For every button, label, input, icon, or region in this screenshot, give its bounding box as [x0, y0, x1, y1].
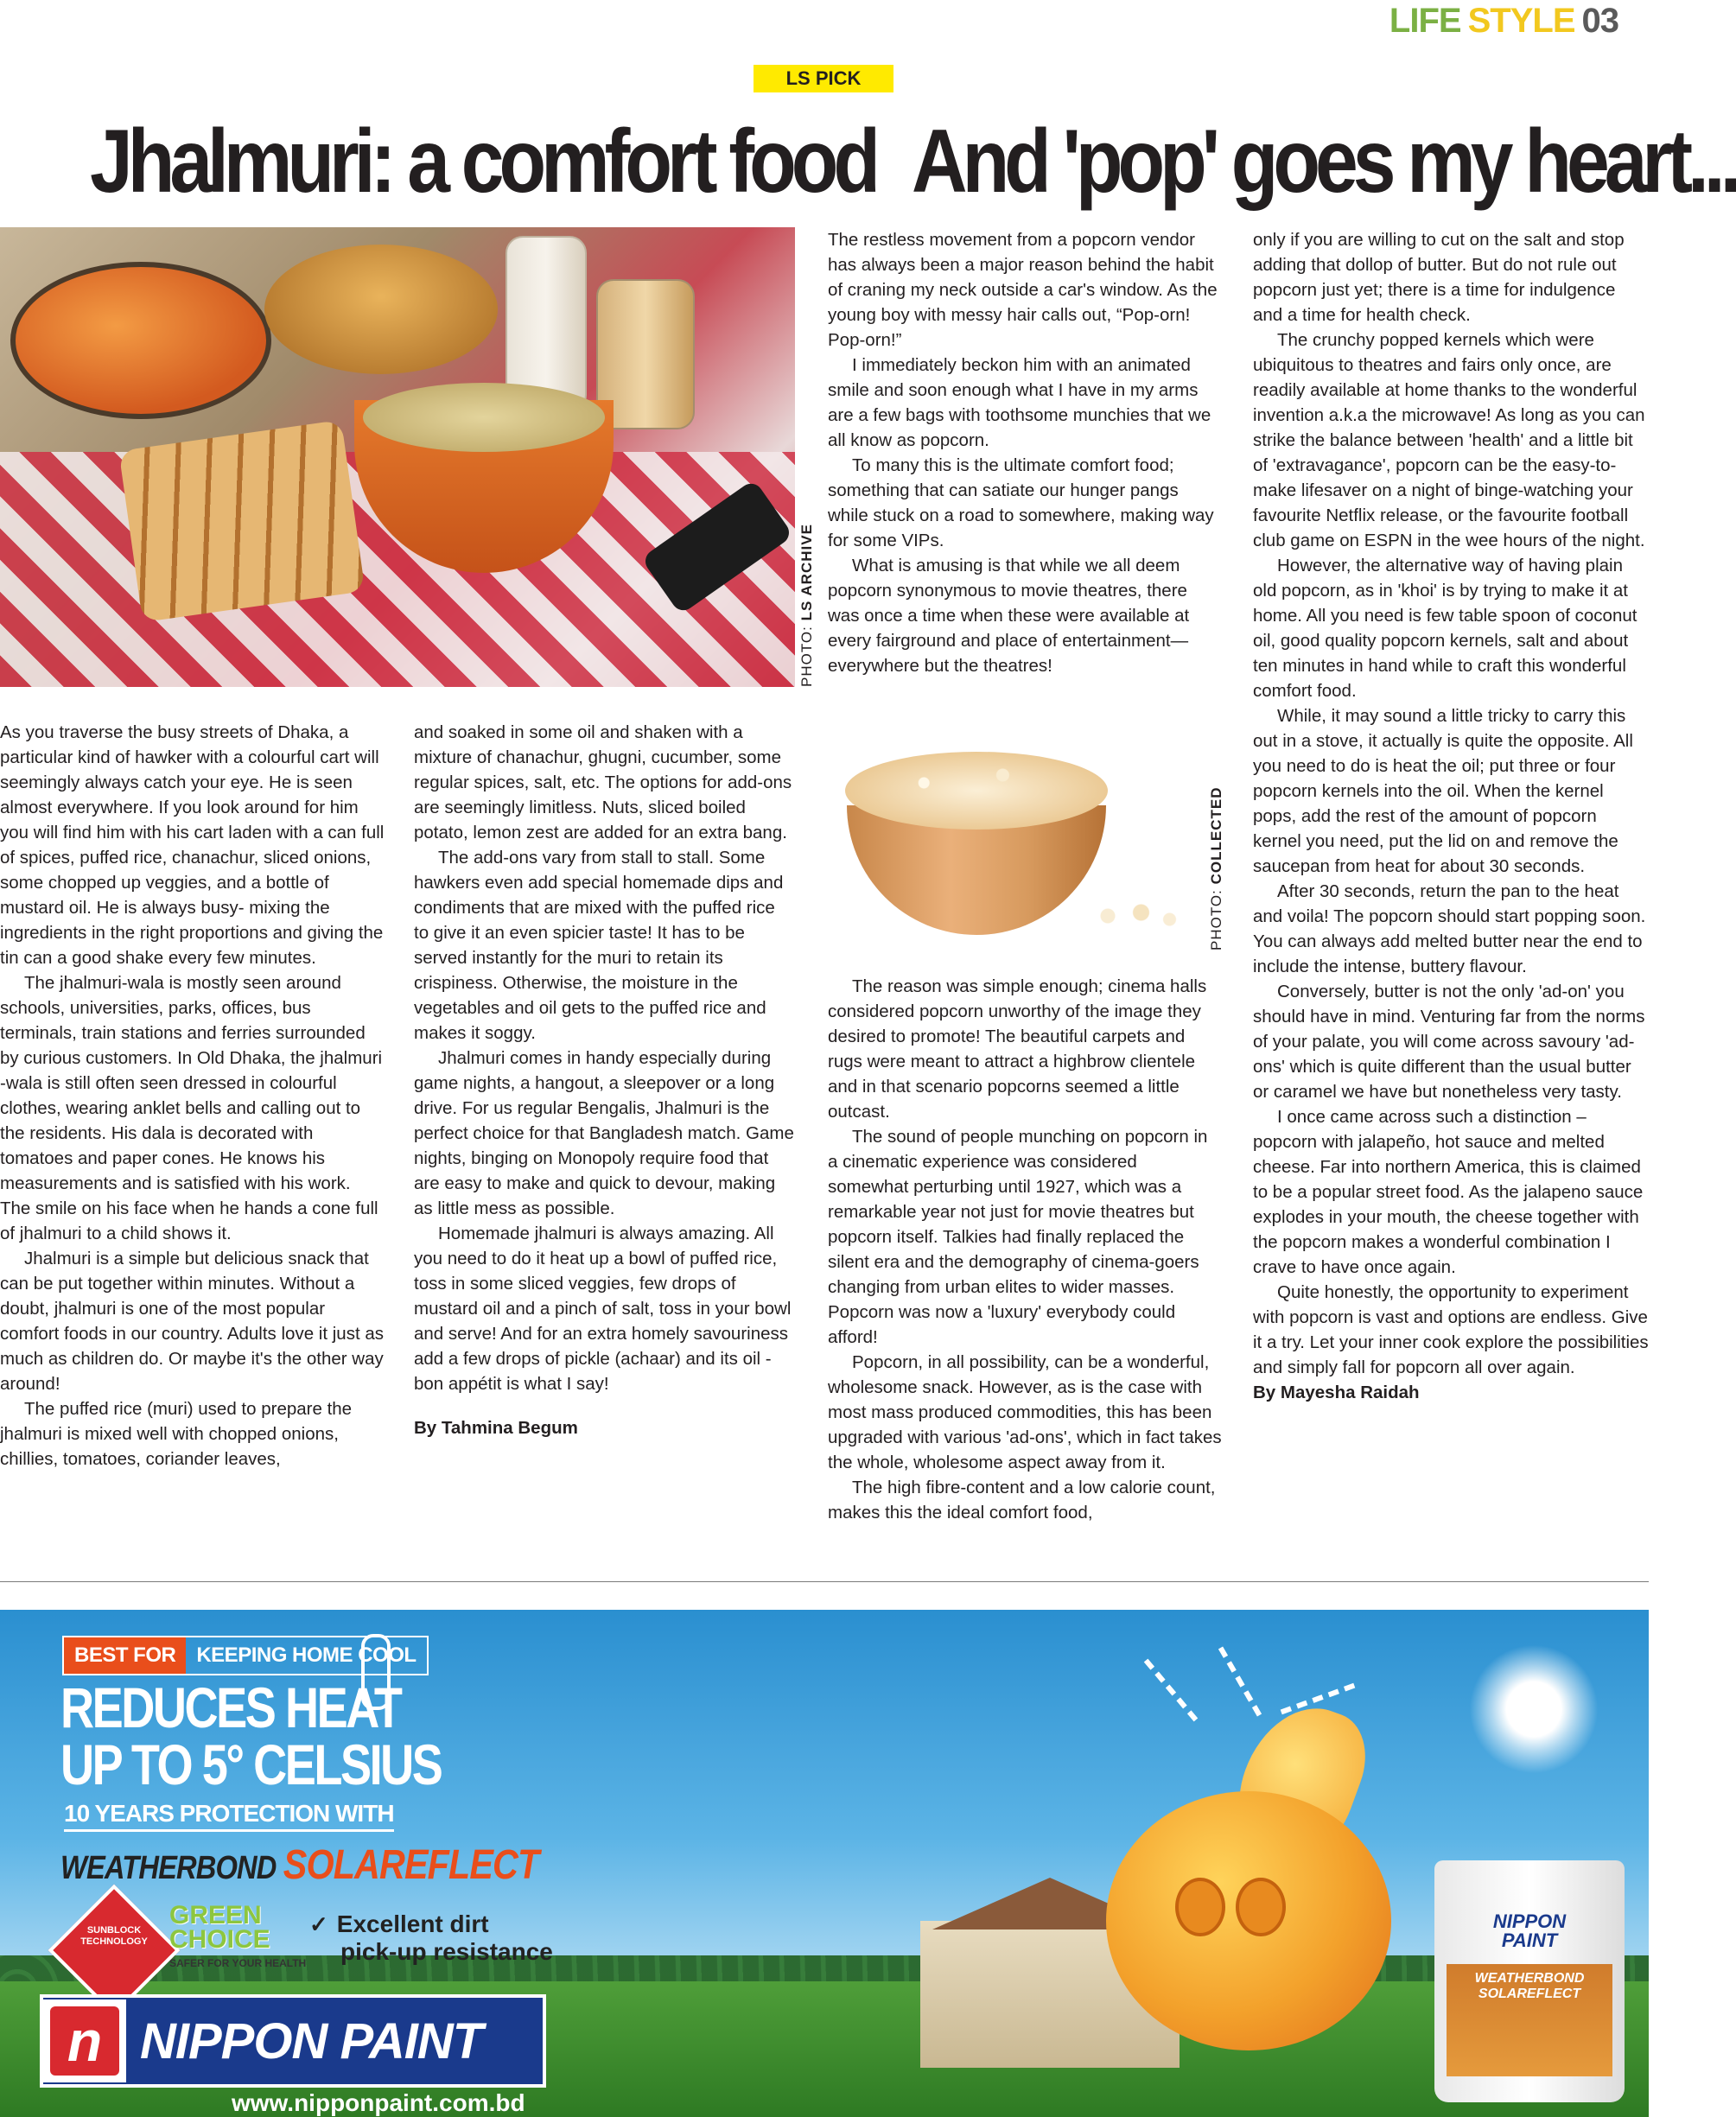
cake-slices — [118, 420, 365, 622]
nippon-paint-ad[interactable] — [0, 1610, 1649, 2117]
ad-url-link[interactable]: www.nipponpaint.com.bd — [232, 2089, 525, 2116]
paragraph: After 30 seconds, return the pan to the heat and voila! The popcorn should start popping soon. You can always add melted butter near the end to include the intense, buttery flavour. — [1253, 881, 1646, 976]
jhalmuri-photo — [0, 227, 795, 687]
bucket-brand-1: NIPPON — [1492, 1910, 1567, 1932]
popcorn-photo — [838, 726, 1184, 950]
nippon-paint-logo[interactable] — [40, 1994, 546, 2088]
paragraph: I immediately beckon him with an animated smile and soon enough what I have in my arms are a few bags with toothsome munchies that we all know as popcorn. — [828, 355, 1211, 450]
paragraph: The crunchy popped kernels which were ubiquitous to theatres and fairs only once, are readily available at home thanks to the wonderful invention a.k.a the microwave! As long as you can strike the balance between 'health' and a little bit of 'extravagance', popcorn can be the easy-to-make lifesaver on a night of binge-watching your favourite Netflix release, or the favourite football club game on ESPN in the wee hours of the night. — [1253, 330, 1645, 550]
photo-credit-2: PHOTO: COLLECTED — [1208, 786, 1224, 950]
paragraph: Jhalmuri comes in handy especially during game nights, a hangout, a sleepover or a long drive. For us regular Bengalis, Jhalmuri is the perfect choice for that Bangladesh match. Game nights, binging on Monopoly require food that are easy to make and quick to devour, making as little mess as possible. — [414, 1048, 794, 1218]
page-folio — [1389, 0, 1618, 41]
paragraph: The restless movement from a popcorn vendor has always been a major reason behind the habit of craning my neck outside a car's window. As the young boy with messy hair calls out, “Pop-orn! Pop-orn!” — [828, 230, 1218, 350]
section-tag: LS PICK — [754, 65, 893, 92]
paragraph: The reason was simple enough; cinema halls considered popcorn unworthy of the image they desired to promote! The beautiful carpets and rugs were meant to attract a highbrow clientele and in that scenario popcorns seemed a little outcast. — [828, 976, 1207, 1122]
paragraph: Homemade jhalmuri is always amazing. All you need to do it heat up a bowl of puffed rice, toss in some sliced veggies, few drops of mustard oil and a pinch of salt, toss in your bowl and serve! And for an extra homely savouriness add a few drops of pickle (achaar) and its oil - bon appétit is what I say! — [414, 1224, 792, 1394]
benefit: ✓ Excellent dirt pick-up resistance — [309, 1910, 553, 1965]
headline-popcorn: And 'pop' goes my heart... — [912, 111, 1736, 212]
paragraph: I once came across such a distinction – popcorn with jalapeño, hot sauce and melted cheese. Far into northern America, this is claimed to be a popular street food. As the jalapeno sauce explodes in your mouth, the cheese together with the popcorn makes a wonderful combination I crave to have once again. — [1253, 1107, 1644, 1277]
byline-tahmina: By Tahmina Begum — [414, 1418, 578, 1438]
puffed-rice — [363, 383, 605, 452]
byline-mayesha: By Mayesha Raidah — [1253, 1383, 1420, 1402]
paragraph: Conversely, butter is not the only 'ad-on' you should have in mind. Venturing far from the norms of your palate, you will come across savoury 'ad-ons' which is quite different than the usual butter or caramel we have but nonetheless very tasty. — [1253, 982, 1645, 1102]
paragraph: What is amusing is that while we all deem popcorn synonymous to movie theatres, there was once a time when these were available at every fairground and place of entertainment—everywhere but the theatres! — [828, 556, 1190, 676]
paragraph: The sound of people munching on popcorn in a cinematic experience was considered somewhat perturbing until 1927, which was a remarkable year not just for movie theatres but popcorn itself. Talkies had finally replaced the silent era and the demography of cinema-goers changing from urban elites to wider masses. Popcorn was now a 'luxury' everybody could afford! — [828, 1127, 1208, 1347]
article2-column-1b — [828, 974, 1222, 1525]
sun-icon — [1469, 1644, 1599, 1774]
ad-headline: REDUCES HEAT UP TO 5° CELSIUS — [60, 1675, 442, 1796]
headline-jhalmuri: Jhalmuri: a comfort food — [90, 111, 875, 212]
mascot-illustration — [1080, 1705, 1409, 2068]
keeping-label: KEEPING HOME COOL — [196, 1643, 417, 1667]
paragraph: While, it may sound a little tricky to carry this out in a stove, it actually is quite the opposite. All you need to do is heat the oil; put three or four popcorn kernels into the oil. When the kernel pops, add the rest of the amount of popcorn kernel you need, put the lid on and remove the saucepan from heat for about 30 seconds. — [1253, 706, 1633, 876]
paragraph: Jhalmuri is a simple but delicious snack that can be put together within minutes. Without a doubt, jhalmuri is one of the most popular comfort foods in our country. Adults love it just as much as children do. Or maybe it's the other way around! — [0, 1249, 384, 1394]
paragraph: The high fibre-content and a low calorie count, makes this the ideal comfort food, — [828, 1478, 1216, 1523]
product-name: WEATHERBOND SOLAREFLECT — [60, 1842, 539, 1888]
divider — [0, 1581, 1649, 1582]
paragraph: and soaked in some oil and shaken with a mixture of chanachur, ghugni, cucumber, some regular spices, salt, etc. The options for add-ons are seemingly limitless. Nuts, sliced boiled potato, lemon zest are added for an extra bang. — [414, 722, 792, 842]
article1-column-2 — [414, 720, 794, 1440]
bucket-label: WEATHERBOND SOLAREFLECT — [1474, 1971, 1585, 2001]
paragraph: The add-ons vary from stall to stall. Some hawkers even add special homemade dips and condiments that are mixed with the puffed rice to give it an even spicier taste! It has to be served instantly for the muri to retain its crispiness. Otherwise, the moisture in the vegetables and oil gets to the puffed rice and makes it soggy. — [414, 848, 784, 1043]
napkin-basket — [10, 262, 271, 419]
samosa-bowl — [264, 245, 498, 374]
page-number: 03 — [1581, 1, 1618, 40]
popcorn-pile — [845, 752, 1108, 830]
check-icon: ✓ — [309, 1911, 328, 1937]
green-choice-logo: GREEN CHOICE — [169, 1901, 270, 1954]
paragraph: However, the alternative way of having plain old popcorn, as in 'khoi' is by trying to make it at home. All you need is few table spoon of coconut oil, good quality popcorn kernels, salt and about ten minutes in hand while to craft this wonderful comfort food. — [1253, 556, 1637, 701]
photo-credit-1: PHOTO: LS ARCHIVE — [798, 524, 815, 687]
folio-life: LIFE — [1389, 1, 1461, 40]
article2-column-1 — [828, 227, 1222, 678]
green-choice-sub: SAFER FOR YOUR HEALTH — [169, 1957, 307, 1969]
best-for-label: BEST FOR — [64, 1637, 186, 1674]
nippon-logo-icon: n — [43, 1999, 126, 2082]
article2-column-2 — [1253, 227, 1649, 1405]
article1-column-1 — [0, 720, 385, 1472]
paragraph: As you traverse the busy streets of Dhaka, a particular kind of hawker with a colourful cart will seemingly always catch your eye. He is seen almost everywhere. If you look around for him you will find him with his cart laden with a can full of spices, puffed rice, chanachur, sliced onions, some chopped up veggies, and a bottle of mustard oil. He is always busy- mixing the ingredients in the right proportions and giving the tin can a good shake every few minutes. — [0, 722, 385, 968]
paragraph: Quite honestly, the opportunity to experiment with popcorn is vast and options are endless. Give it a try. Let your inner cook explore the possibilities and simply fall for popcorn all over again. — [1253, 1282, 1649, 1377]
brand-name: NIPPON PAINT — [140, 2012, 483, 2069]
popcorn-scatter — [1089, 899, 1184, 933]
paragraph: The jhalmuri-wala is mostly seen around schools, universities, parks, offices, bus terminals, train stations and ferries surrounded by curious customers. In Old Dhaka, the jhalmuri -wala is still often seen dressed in colourful clothes, wearing anklet bells and calling out to the residents. His dala is decorated with tomatoes and paper cones. He knows his measurements and is satisfied with his work. The smile on his face when he hands a cone full of jhalmuri to a child shows it. — [0, 973, 383, 1243]
paragraph: only if you are willing to cut on the salt and stop adding that dollop of butter. But do not rule out popcorn just yet; there is a time for indulgence and a time for health check. — [1253, 230, 1625, 325]
paragraph: To many this is the ultimate comfort food; something that can satiate our hunger pangs while stuck on a road to somewhere, making way for some VIPs. — [828, 455, 1214, 550]
paragraph: The puffed rice (muri) used to prepare the jhalmuri is mixed well with chopped onions, chillies, tomatoes, coriander leaves, — [0, 1399, 353, 1469]
paragraph: Popcorn, in all possibility, can be a wonderful, wholesome snack. However, as is the case with most mass produced commodities, this has been upgraded with various 'ad-ons', which in fact takes the whole, wholesome aspect away from it. — [828, 1352, 1222, 1472]
paint-bucket-image — [1434, 1860, 1625, 2102]
sunblock-text: SUNBLOCK TECHNOLOGY — [80, 1925, 148, 1947]
bucket-brand-2: PAINT — [1501, 1929, 1558, 1951]
ad-years: 10 YEARS PROTECTION WITH — [64, 1800, 394, 1832]
folio-style: STYLE — [1467, 1, 1575, 40]
